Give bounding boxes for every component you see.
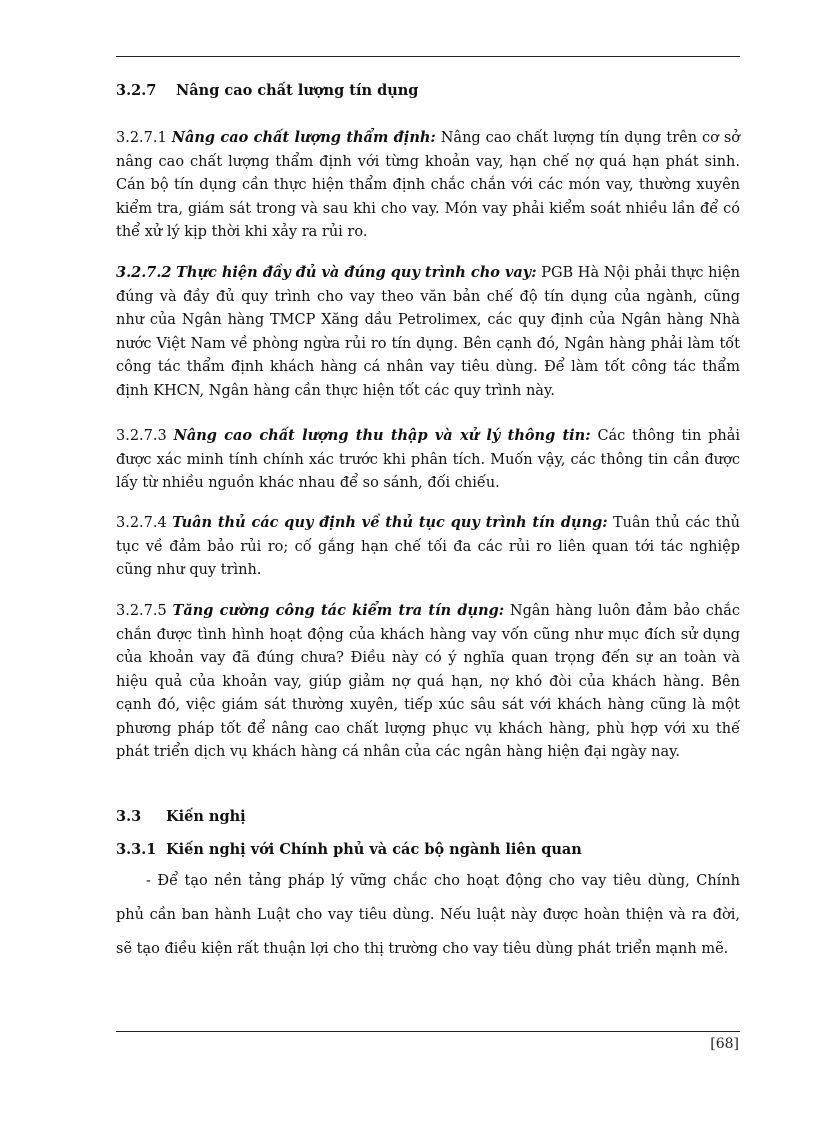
- section-3-3-1-heading: 3.3.1 Kiến nghị với Chính phủ và các bộ ngành liên quan: [116, 841, 582, 858]
- footer-rule: [116, 1031, 740, 1032]
- paragraph-3-3-1-body: - Để tạo nền tảng pháp lý vững chắc cho hoạt động cho vay tiêu dùng, Chính phủ cần ban hành Luật cho vay tiêu dùng. Nếu luật này được hoàn thiện và ra đời, sẽ tạo điều kiện rất thuận lợi cho thị trường cho vay tiêu dùng phát triển mạnh mẽ.: [116, 873, 740, 957]
- paragraph-3-2-7-4: 3.2.7.4 Tuân thủ các quy định về thủ tục quy trình tín dụng: Tuân thủ các thủ tục về đảm bảo rủi ro; cố gắng hạn chế tối đa các rủi ro liên quan tới tác nghiệp cũng như quy trình.: [116, 514, 740, 578]
- paragraph-3-2-7-5: 3.2.7.5 Tăng cường công tác kiểm tra tín dụng: Ngân hàng luôn đảm bảo chắc chắn được tình hình hoạt động của khách hàng vay vốn cũng như mục đích sử dụng của khoản vay đã đúng chưa? Điều này có ý nghĩa quan trọng đến sự an toàn và hiệu quả của khoản vay, giúp giảm nợ quá hạn, nợ khó đòi của khách hàng. Bên cạnh đó, việc giám sát thường xuyên, tiếp xúc sâu sát với khách hàng cũng là một phương pháp tốt để nâng cao chất lượng phục vụ khách hàng, phù hợp với xu thế phát triển dịch vụ khách hàng cá nhân của các ngân hàng hiện đại ngày nay.: [116, 602, 741, 760]
- header-rule: [116, 56, 740, 57]
- section-3-2-7-heading: 3.2.7 Nâng cao chất lượng tín dụng: [116, 82, 419, 99]
- paragraph-3-2-7-1: 3.2.7.1 Nâng cao chất lượng thẩm định: Nâng cao chất lượng tín dụng trên cơ sở nâng cao chất lượng thẩm định với từng khoản vay, hạn chế nợ quá hạn phát sinh. Cán bộ tín dụng cần thực hiện thẩm định chắc chắn với các món vay, thường xuyên kiểm tra, giám sát trong và sau khi cho vay. Món vay phải kiểm soát nhiều lần để có thể xử lý kịp thời khi xảy ra rủi ro.: [116, 129, 740, 240]
- page-number: [68]: [710, 1036, 739, 1052]
- section-3-3-heading: 3.3 Kiến nghị: [116, 808, 246, 825]
- paragraph-3-2-7-3: 3.2.7.3 Nâng cao chất lượng thu thập và xử lý thông tin: Các thông tin phải được xác minh tính chính xác trước khi phân tích. Muốn vậy, các thông tin cần được lấy từ nhiều nguồn khác nhau để so sánh, đối chiếu.: [116, 427, 741, 491]
- paragraph-3-2-7-2: 3.2.7.2 Thực hiện đầy đủ và đúng quy trình cho vay: PGB Hà Nội phải thực hiện đúng và đầy đủ quy trình cho vay theo văn bản chế độ tín dụng của ngành, cũng như của Ngân hàng TMCP Xăng dầu Petrolimex, các quy định của Ngân hàng Nhà nước Việt Nam về phòng ngừa rủi ro tín dụng. Bên cạnh đó, Ngân hàng phải làm tốt công tác thẩm định khách hàng cá nhân vay tiêu dùng. Để làm tốt công tác thẩm định KHCN, Ngân hàng cần thực hiện tốt các quy trình này.: [116, 264, 741, 399]
